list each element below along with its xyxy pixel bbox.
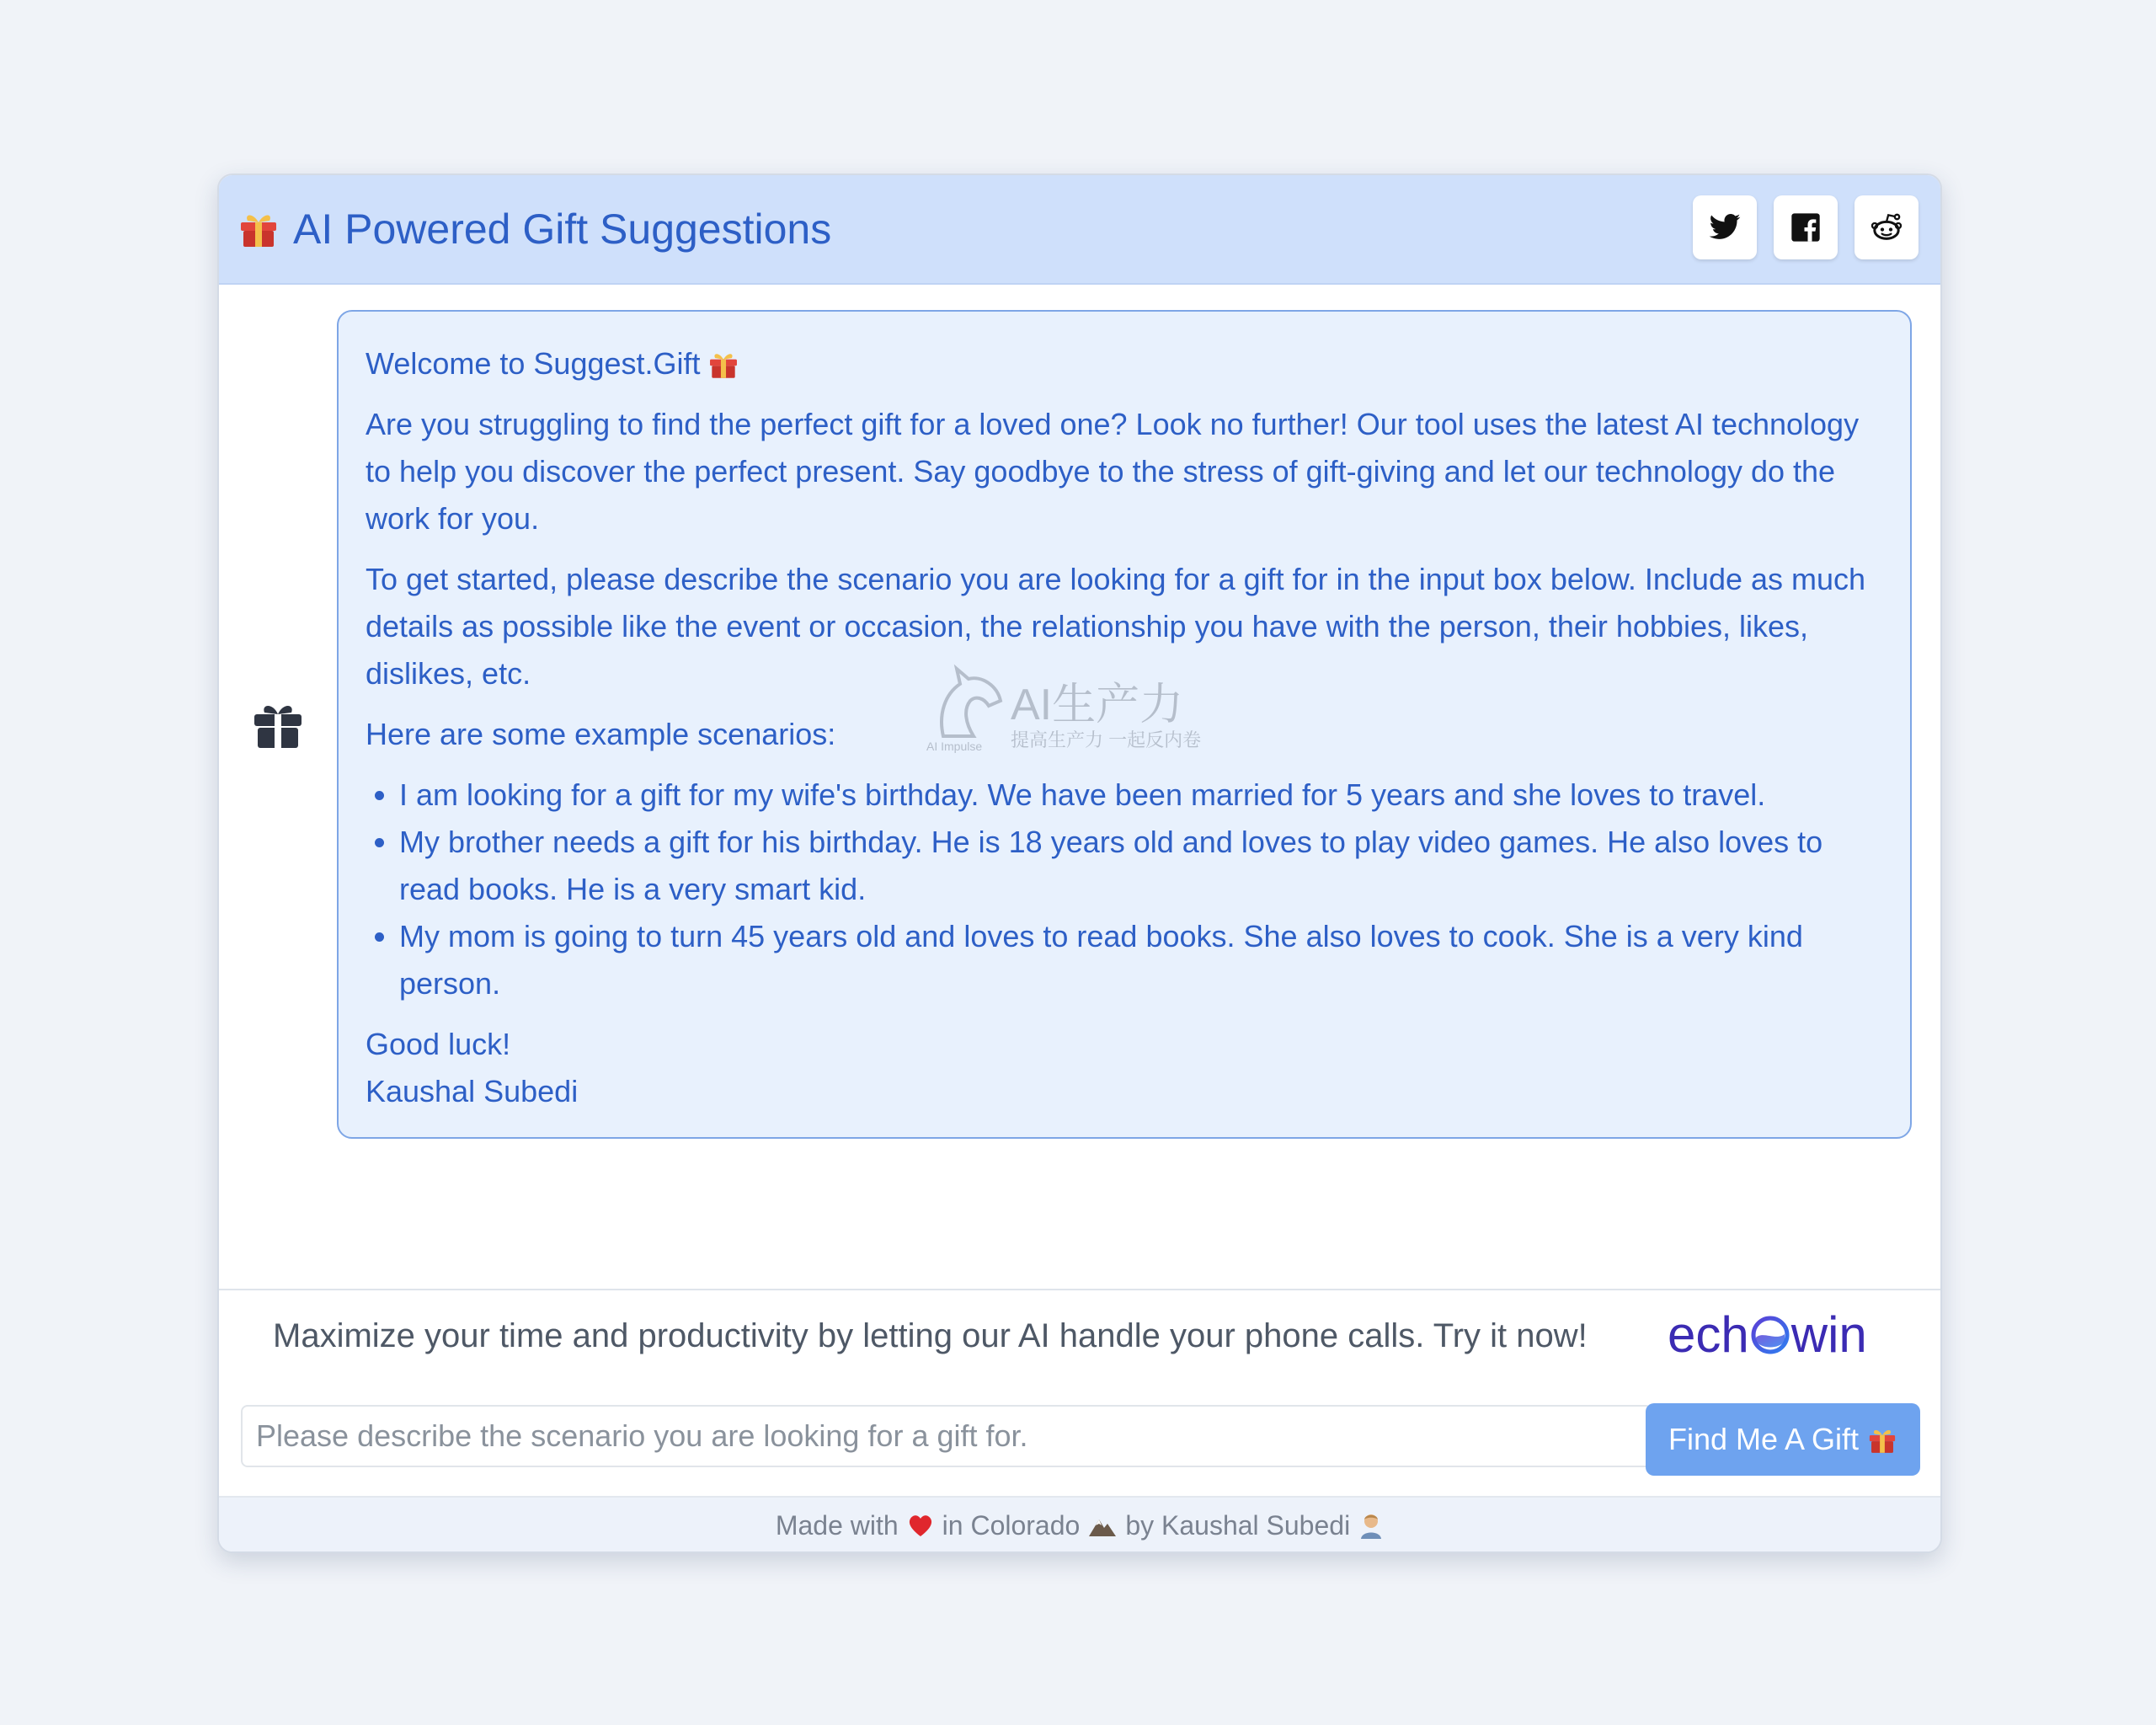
input-row bbox=[219, 1380, 1940, 1496]
logo-o-icon bbox=[1751, 1316, 1790, 1354]
closing-text: Good luck! bbox=[366, 1027, 511, 1061]
gift-emoji-icon bbox=[707, 348, 739, 380]
footer bbox=[219, 1496, 1940, 1553]
facebook-icon bbox=[1789, 211, 1822, 244]
list-item: • My brother needs a gift for his birthday. He is 18 years old and loves to play video games. He also loves to read books. He is a very smart kid. bbox=[399, 819, 1883, 913]
twitter-share-button[interactable] bbox=[1693, 195, 1757, 259]
find-gift-button[interactable] bbox=[1646, 1403, 1920, 1476]
promo-banner[interactable] bbox=[219, 1289, 1940, 1381]
promo-text[interactable]: Maximize your time and productivity by letting our AI handle your phone calls. Try it now! bbox=[273, 1317, 1588, 1354]
signature-text: Kaushal Subedi bbox=[366, 1074, 579, 1108]
footer-location: in Colorado bbox=[942, 1509, 1081, 1541]
welcome-line bbox=[366, 340, 1883, 387]
page-title: AI Powered Gift Suggestions bbox=[293, 206, 832, 253]
gift-icon bbox=[251, 697, 305, 751]
facebook-share-button[interactable] bbox=[1774, 195, 1838, 259]
gift-emoji-icon bbox=[237, 207, 280, 249]
twitter-icon bbox=[1708, 211, 1742, 244]
logo-text-left: ech bbox=[1668, 1306, 1749, 1363]
scenario-input[interactable] bbox=[241, 1405, 1652, 1467]
reddit-share-button[interactable] bbox=[1854, 195, 1919, 259]
list-item: • My mom is going to turn 45 years old and loves to read books. She also loves to cook. She is a very kind person. bbox=[399, 913, 1883, 1007]
list-item: • I am looking for a gift for my wife's birthday. We have been married for 5 years and she loves to travel. bbox=[399, 772, 1883, 819]
find-gift-label: Find Me A Gift bbox=[1668, 1422, 1860, 1456]
watermark-title: AI生产力 bbox=[1011, 681, 1184, 729]
watermark-small: AI Impulse bbox=[926, 740, 983, 753]
person-emoji-icon bbox=[1358, 1512, 1384, 1539]
watermark-subtitle: 提高生产力 一起反内卷 bbox=[1011, 729, 1202, 750]
horse-logo-icon bbox=[926, 664, 1004, 740]
gift-emoji-icon bbox=[1867, 1424, 1897, 1455]
reddit-icon bbox=[1870, 211, 1903, 244]
examples-heading: Here are some example scenarios: bbox=[366, 717, 836, 751]
watermark bbox=[926, 664, 1230, 765]
instructions-paragraph: To get started, please describe the scenario you are looking for a gift for in the input box below. Include as much details as possible like the event or occasion, the relationship you have with the person, their hobbies, likes, dislikes, etc. bbox=[366, 562, 1866, 691]
logo-text-right: win bbox=[1790, 1306, 1867, 1363]
echowin-logo[interactable] bbox=[1668, 1306, 1867, 1365]
welcome-heading: Welcome to Suggest.Gift bbox=[366, 346, 701, 381]
footer-author: by Kaushal Subedi bbox=[1125, 1509, 1351, 1541]
examples-list bbox=[366, 772, 1883, 1007]
heart-emoji-icon bbox=[907, 1513, 934, 1538]
intro-paragraph: Are you struggling to find the perfect gift for a loved one? Look no further! Our tool uses the latest AI technology to help you discover the perfect present. Say goodbye to the stress of gift-giving and let our technology do the work for you. bbox=[366, 407, 1860, 536]
footer-made-with: Made with bbox=[775, 1509, 899, 1541]
mountain-emoji-icon bbox=[1088, 1513, 1117, 1538]
app-card bbox=[217, 174, 1942, 1553]
card-header bbox=[219, 175, 1940, 285]
